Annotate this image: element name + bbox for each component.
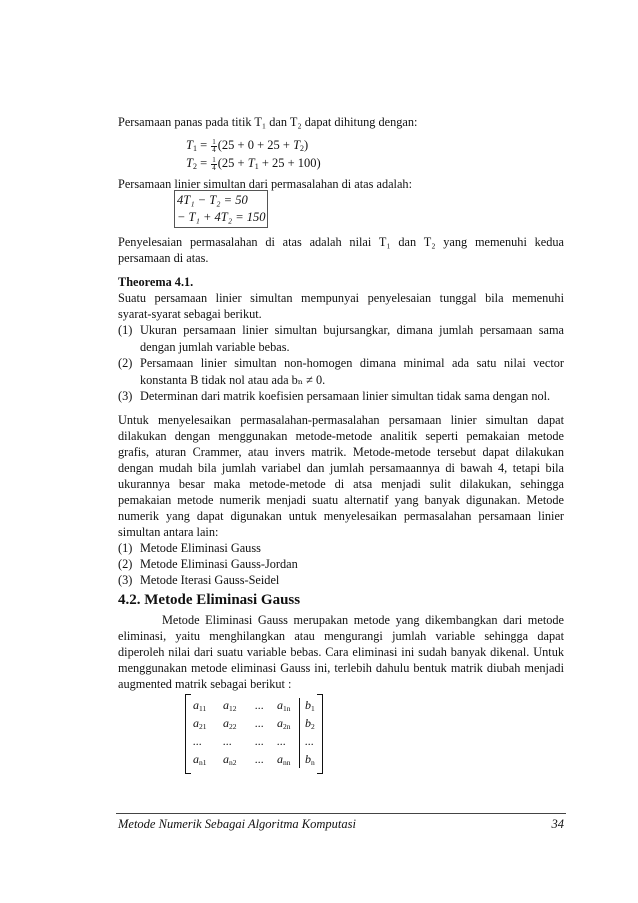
- matrix-cell: [193, 698, 206, 713]
- matrix-cell: [223, 716, 237, 731]
- matrix-cell-index: 21: [199, 722, 207, 731]
- matrix-cell-symbol: ...: [255, 698, 264, 712]
- matrix-cell-symbol: b: [305, 752, 311, 766]
- method-item-2: (2) Metode Eliminasi Gauss-Jordan: [118, 557, 298, 571]
- matrix-cell: [255, 734, 264, 749]
- matrix-cell: [223, 698, 237, 713]
- section-last-line: augmented matrik sebagai berikut :: [118, 677, 292, 691]
- method-item-1: (1) Metode Eliminasi Gauss: [118, 541, 261, 555]
- theorem-item-1: (1) Ukuran persamaan linier simultan bujursangkar, dimana jumlah persamaan sama dengan jumlah variable bebas.: [118, 323, 564, 354]
- methods-last-line: simultan antara lain:: [118, 525, 219, 539]
- matrix-cell-symbol: b: [305, 698, 311, 712]
- matrix-cell-symbol: ...: [193, 734, 202, 748]
- matrix-cell: [277, 716, 291, 731]
- methods-line-4: dengan mudah bila jumlah variabel dan jumlah persamaannya di bawah 4, tetapi bila: [118, 461, 564, 475]
- footer-title: Metode Numerik Sebagai Algoritma Komputasi: [118, 817, 356, 831]
- matrix-cell: [223, 734, 232, 749]
- equation-t1: $T_1$ = $\frac{1}{4}$ $(25 + 0 + 25 + T_2)$: [186, 137, 309, 154]
- matrix-cell: [305, 752, 315, 767]
- matrix-row: [185, 716, 323, 734]
- methods-line-1: Untuk menyelesaikan permasalahan-permasalahan persamaan linier simultan dapat: [118, 413, 564, 427]
- matrix-cell: [255, 698, 264, 713]
- theorem-line-1: Suatu persamaan linier simultan mempunyai penyelesaian tunggal bila memenuhi: [118, 291, 564, 305]
- matrix-cell: [305, 734, 314, 749]
- matrix-cell-index: n: [311, 758, 315, 767]
- system-row-2: − T₁ + 4T₂ = 150: [177, 210, 266, 224]
- matrix-cell: [255, 752, 264, 767]
- linier-intro: Persamaan linier simultan dari permasalahan di atas adalah:: [118, 177, 412, 191]
- theorem-item-3: (3) Determinan dari matrik koefisien persamaan linier simultan tidak sama dengan nol.: [118, 389, 551, 403]
- matrix-cell-symbol: a: [193, 698, 199, 712]
- solution-text-2: persamaan di atas.: [118, 251, 209, 265]
- matrix-cell-symbol: ...: [255, 752, 264, 766]
- matrix-row: [185, 734, 323, 752]
- fraction: $\frac{1}{4}$: [212, 155, 216, 172]
- solution-text: Penyelesaian permasalahan di atas adalah nilai T₁ dan T₂ yang memenuhi kedua: [118, 235, 564, 249]
- matrix-row: [185, 752, 323, 770]
- methods-line-6: pemakaian metode numerik menjadi suatu alternatif yang banyak digunakan. Metode: [118, 493, 564, 507]
- section-heading: 4.2. Metode Eliminasi Gauss: [118, 592, 301, 608]
- theorem-title: Theorema 4.1.: [118, 275, 194, 289]
- matrix-cell-symbol: ...: [277, 734, 286, 748]
- intro-line: Persamaan panas pada titik T₁ dan T₂ dapat dihitung dengan:: [118, 115, 418, 129]
- matrix-cell-symbol: ...: [223, 734, 232, 748]
- matrix-cell-index: n2: [229, 758, 237, 767]
- matrix-cell-symbol: ...: [305, 734, 314, 748]
- section-line-2: eliminasi, yaitu menghilangkan atau mengurangi jumlah variable sehingga dapat: [118, 629, 564, 643]
- equation-t2: $T_2$ = $\frac{1}{4}$ $(25 + T_1 + 25 + 100)$: [186, 155, 321, 172]
- matrix-cell: [193, 752, 207, 767]
- page-number: 34: [551, 817, 564, 831]
- theorem-item-2: (2) Persamaan linier simultan non-homogen dimana minimal ada satu nilai vector konstanta B tidak nol atau ada bₙ ≠ 0.: [118, 356, 564, 387]
- matrix-cell-symbol: a: [223, 752, 229, 766]
- matrix-row: [185, 698, 323, 716]
- matrix-cell: [305, 716, 315, 731]
- matrix-cell: [277, 734, 286, 749]
- matrix-cell: [277, 752, 291, 767]
- matrix-cell-symbol: a: [223, 698, 229, 712]
- methods-line-3: grafis, aturan Crammer, atau invers matrik. Metode-metode tersebut dapat dilakukan: [118, 445, 564, 459]
- fraction: $\frac{1}{4}$: [212, 137, 216, 154]
- matrix-cell: [223, 752, 237, 767]
- section-line-3: diperoleh nilai dari suatu variable bebas. Cara eliminasi ini sudah banyak dikenal. Untuk: [118, 645, 564, 659]
- matrix-cell-index: 1n: [283, 704, 291, 713]
- section-line-1: Metode Eliminasi Gauss merupakan metode yang dikembangkan dari metode: [162, 613, 564, 627]
- system-row-1: 4T₁ − T₂ = 50: [177, 193, 248, 207]
- footer-rule: [116, 813, 566, 814]
- matrix-cell-index: 12: [229, 704, 237, 713]
- matrix-cell-symbol: ...: [255, 734, 264, 748]
- matrix-cell-index: 22: [229, 722, 237, 731]
- matrix-cell-symbol: ...: [255, 716, 264, 730]
- methods-line-7: numerik yang dapat digunakan untuk menyelesaikan permasalahan persamaan linier: [118, 509, 564, 523]
- matrix-cell-symbol: a: [277, 752, 283, 766]
- matrix-cell-index: nn: [283, 758, 291, 767]
- matrix-cell-symbol: b: [305, 716, 311, 730]
- section-line-4: menggunakan metode eliminasi Gauss ini, terlebih dahulu bentuk matrik diubah menjadi: [118, 661, 564, 675]
- matrix-cell-index: 2: [311, 722, 315, 731]
- augmented-matrix: [185, 694, 323, 772]
- matrix-cell-symbol: a: [277, 716, 283, 730]
- matrix-cell: [255, 716, 264, 731]
- matrix-cell: [193, 734, 202, 749]
- matrix-cell-symbol: a: [223, 716, 229, 730]
- matrix-cell-symbol: a: [193, 752, 199, 766]
- theorem-line-2: syarat-syarat sebagai berikut.: [118, 307, 262, 321]
- matrix-cell: [277, 698, 291, 713]
- matrix-cell-index: 11: [199, 704, 207, 713]
- method-item-3: (3) Metode Iterasi Gauss-Seidel: [118, 573, 280, 587]
- matrix-cell-symbol: a: [193, 716, 199, 730]
- matrix-cell-index: n1: [199, 758, 207, 767]
- matrix-cell-index: 2n: [283, 722, 291, 731]
- matrix-cell-index: 1: [311, 704, 315, 713]
- matrix-cell: [305, 698, 315, 713]
- matrix-cell-symbol: a: [277, 698, 283, 712]
- methods-line-5: ukurannya besar maka metode-metode di atsa menjadi sulit dilakukan, sehingga: [118, 477, 564, 491]
- methods-line-2: dilakukan dengan menggunakan metode-metode analitik seperti pemakaian metode: [118, 429, 564, 443]
- matrix-cell: [193, 716, 207, 731]
